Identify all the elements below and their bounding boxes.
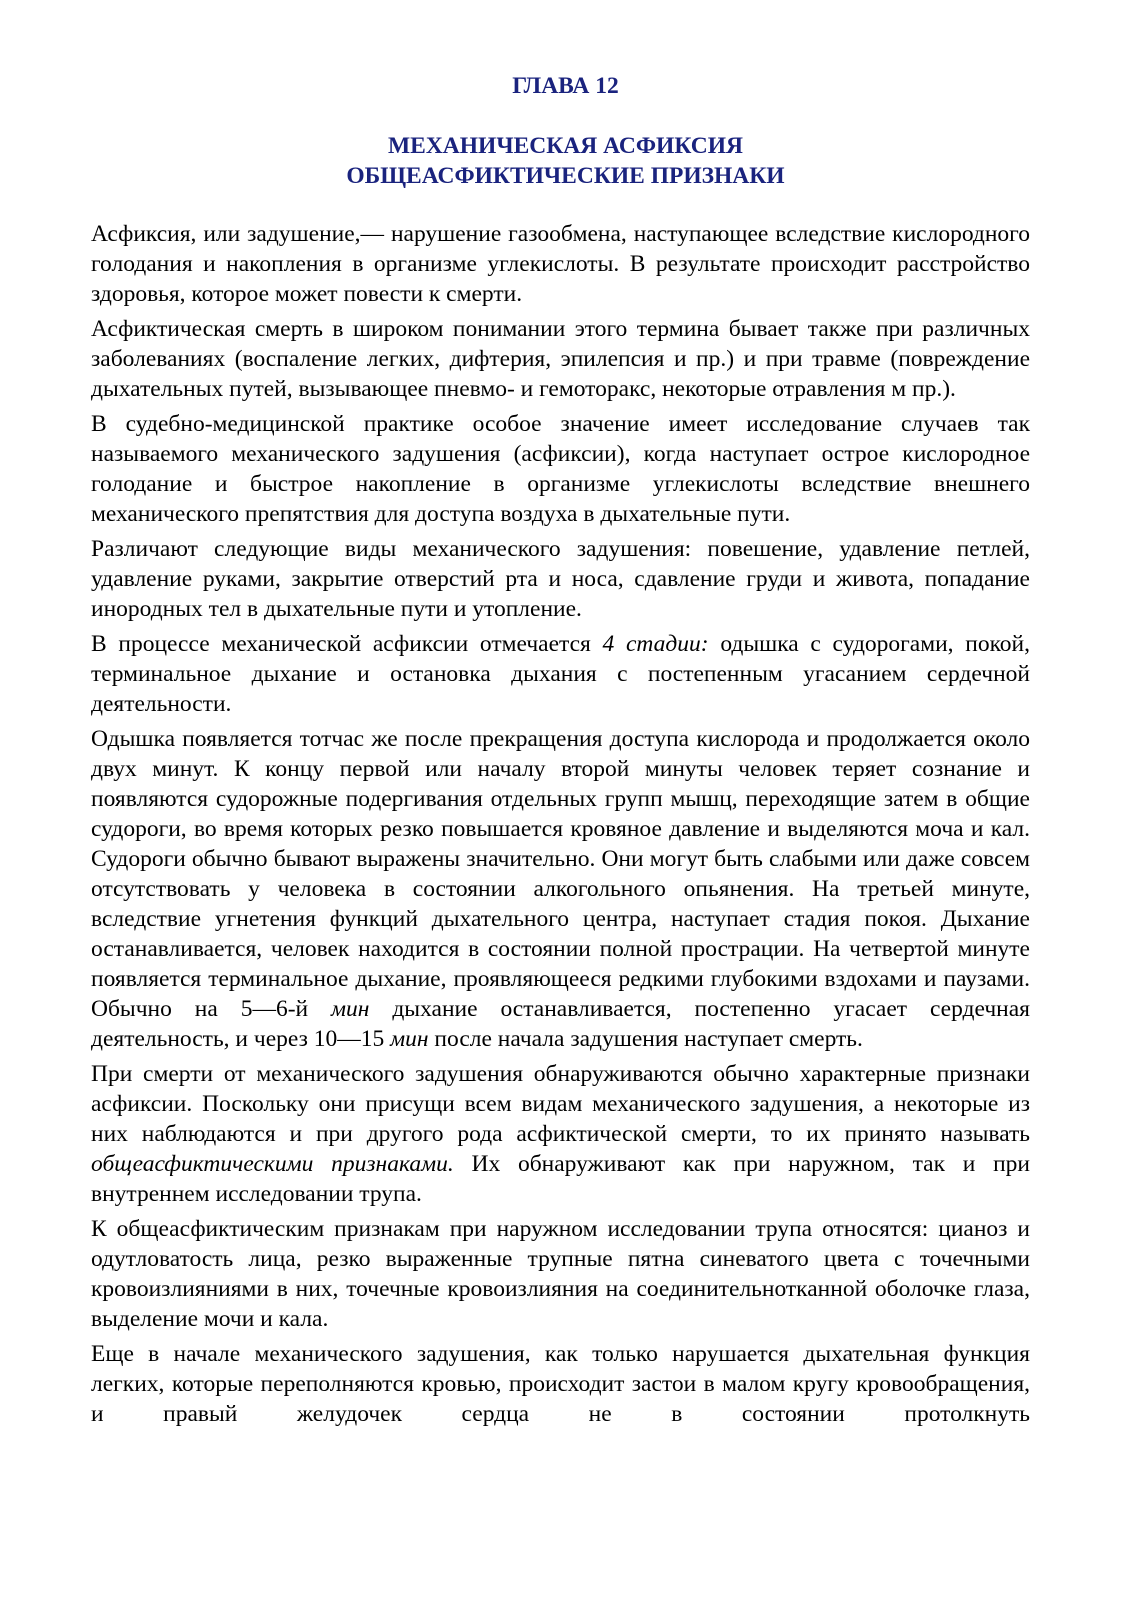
paragraph-2: Асфиктическая смерть в широком понимании этого термина бывает также при различных заболеваниях (воспаление легких, дифтерия, эпилепсия и пр.) и при травме (повреждение дыхательных путей, вызывающее пневмо- и гемоторакс, некоторые отравления м пр.). xyxy=(91,316,1030,402)
paragraph-5-text: В процессе механической асфиксии отмечается xyxy=(91,631,603,657)
paragraph-6-italic-min-1: мин xyxy=(331,996,370,1022)
paragraph-5-text-end: одышка с судорогами, покой, терминальное дыхание и остановка дыхания с постепенным угасанием сердечной деятельности. xyxy=(91,631,1030,717)
paragraph-9: Еще в начале механического задушения, как только нарушается дыхательная функция легких, которые переполняются кровью, происходит застои в малом кругу кровообращения, и правый желудочек сердца не в состоянии протолкнуть xyxy=(91,1341,1030,1427)
paragraph-5 xyxy=(91,629,1030,719)
chapter-title-line-2: ОБЩЕАСФИКТИЧЕСКИЕ ПРИЗНАКИ xyxy=(346,163,785,189)
paragraph-6-text-mid: дыхание останавливается, постепенно угасает сердечная деятельность, и через 10—15 xyxy=(91,996,1030,1052)
paragraph-7-text-end: Их обнаруживают как при наружном, так и при внутреннем исследовании трупа. xyxy=(91,1151,1030,1207)
paragraph-6-text: Одышка появляется тотчас же после прекращения доступа кислорода и продолжается около двух минут. К концу первой или началу второй минуты человек теряет сознание и появляются судорожные подергивания отдельных групп мышц, переходящие затем в общие судороги, во время которых резко повышается кровяное давление и выделяются моча и кал. Судороги обычно бывают выражены значительно. Они могут быть слабыми или даже совсем отсутствовать у человека в состоянии алкогольного опьянения. На третьей минуте, вследствие угнетения функций дыхательного центра, наступает стадия покоя. Дыхание останавливается, человек находится в состоянии полной прострации. На четвертой минуте появляется терминальное дыхание, проявляющееся редкими глубокими вздохами и паузами. Обычно на 5—6-й xyxy=(91,726,1030,1022)
paragraph-4: Различают следующие виды механического задушения: повешение, удавление петлей, удавление руками, закрытие отверстий рта и носа, сдавление груди и живота, попадание инородных тел в дыхательные пути и утопление. xyxy=(91,536,1030,622)
paragraph-6 xyxy=(91,724,1030,1054)
paragraph-6-text-end: после начала задушения наступает смерть. xyxy=(428,1026,863,1052)
paragraph-3: В судебно-медицинской практике особое значение имеет исследование случаев так называемого механического задушения (асфиксии), когда наступает острое кислородное голодание и быстрое накопление в организме углекислоты вследствие внешнего механического препятствия для доступа воздуха в дыхательные пути. xyxy=(91,411,1030,527)
paragraph-8: К общеасфиктическим признакам при наружном исследовании трупа относятся: цианоз и одутловатость лица, резко выраженные трупные пятна синеватого цвета с точечными кровоизлияниями в них, точечные кровоизлияния на соединительнотканной оболочке глаза, выделение мочи и кала. xyxy=(91,1216,1030,1332)
paragraph-1: Асфиксия, или задушение,— нарушение газообмена, наступающее вследствие кислородного голодания и накопления в организме углекислоты. В результате происходит расстройство здоровья, которое может повести к смерти. xyxy=(91,221,1030,307)
paragraph-6-italic-min-2: мин xyxy=(390,1026,429,1052)
paragraph-7-text: При смерти от механического задушения обнаруживаются обычно характерные признаки асфиксии. Поскольку они присущи всем видам механического задушения, а некоторые из них наблюдаются и при другого рода асфиктической смерти, то их принято называть xyxy=(91,1061,1030,1147)
chapter-title-line-1: МЕХАНИЧЕСКАЯ АСФИКСИЯ xyxy=(387,133,743,159)
body-text xyxy=(91,219,1030,1429)
paragraph-5-italic: 4 стадии: xyxy=(602,631,709,657)
paragraph-7 xyxy=(91,1059,1030,1209)
chapter-heading: ГЛАВА 12 xyxy=(512,73,619,99)
paragraph-7-italic: общеасфиктическими признаками. xyxy=(91,1151,454,1177)
